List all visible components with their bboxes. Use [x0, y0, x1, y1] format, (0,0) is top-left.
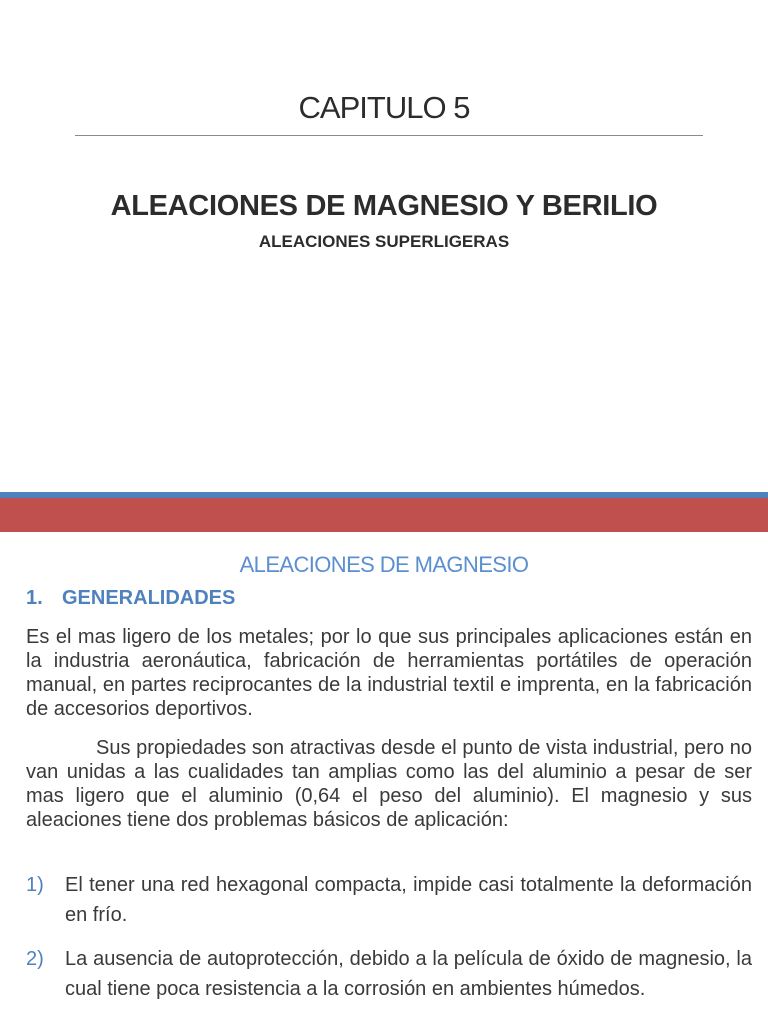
numbered-heading — [26, 587, 235, 610]
section-title: ALEACIONES DE MAGNESIO — [239, 552, 529, 577]
list-marker: 1) — [26, 874, 44, 896]
list-item-text: El tener una red hexagonal compacta, impide casi totalmente la deformación en frío. — [65, 874, 752, 926]
red-band — [0, 498, 768, 532]
title-slide — [0, 0, 768, 492]
paragraph-2: Sus propiedades son atractivas desde el punto de vista industrial, pero no van unidas a las cualidades tan amplias como las del aluminio a pesar de ser mas ligero que el aluminio (0,64 el peso del aluminio). El magnesio y sus aleaciones tiene dos problemas básicos de aplicación: — [26, 737, 752, 831]
chapter-title: CAPITULO 5 — [298, 90, 470, 125]
main-heading: ALEACIONES DE MAGNESIO Y BERILIO — [110, 190, 658, 222]
sub-heading: ALEACIONES SUPERLIGERAS — [258, 232, 510, 251]
list-marker: 2) — [26, 948, 44, 970]
paragraph-1: Es el mas ligero de los metales; por lo que sus principales aplicaciones están en la industria aeronáutica, fabricación de herramientas portátiles de operación manual, en partes reciprocantes de la industrial textil e imprenta, en la fabricación de accesorios deportivos. — [26, 626, 752, 720]
list-item-text: La ausencia de autoprotección, debido a la película de óxido de magnesio, la cual tiene poca resistencia a la corrosión en ambientes húmedos. — [65, 948, 752, 1000]
title-divider — [75, 135, 703, 136]
content-slide — [0, 532, 768, 1024]
heading-text: GENERALIDADES — [62, 587, 236, 609]
list-item — [26, 870, 752, 930]
list-item — [26, 944, 752, 1004]
heading-number: 1. — [26, 587, 43, 609]
